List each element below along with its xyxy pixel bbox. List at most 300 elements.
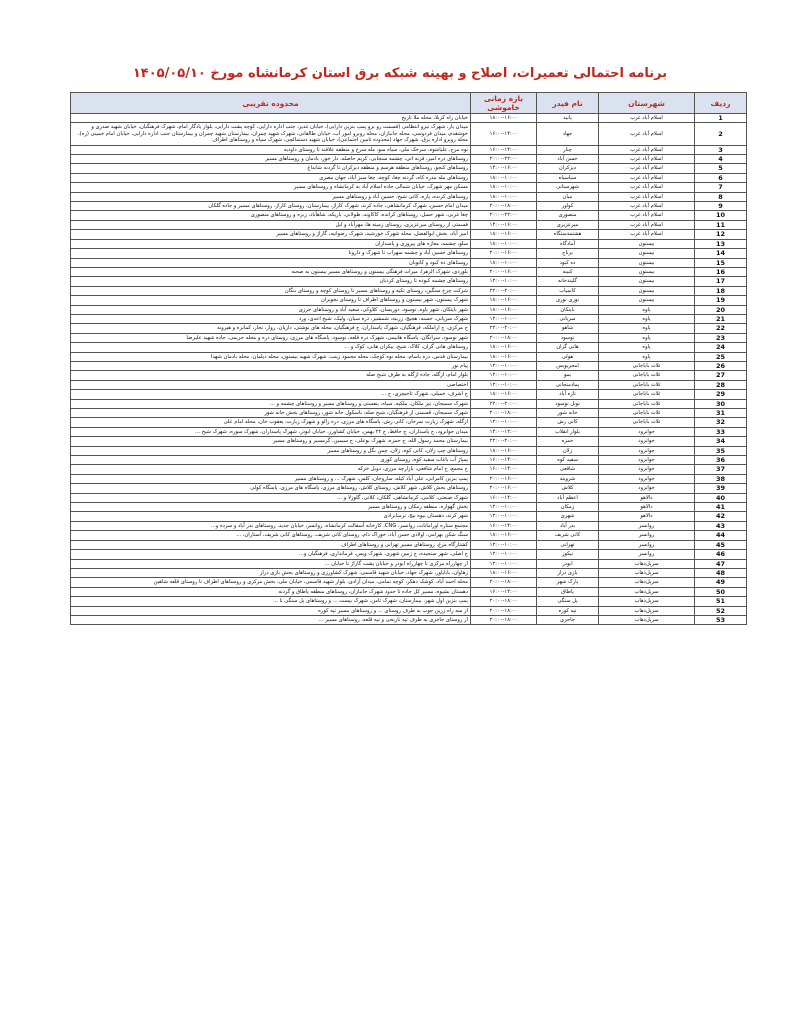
row-number: 33 [695,427,747,436]
city-cell: اسلام آباد غرب [599,123,695,145]
row-number: 31 [695,409,747,418]
outage-time-cell: ۱۲:۰۰-۱۰:۰۰ [471,371,537,380]
outage-time-cell: ۱۶:۰۰-۱۴:۰۰ [471,145,537,154]
city-cell: بیستون [599,267,695,276]
city-cell: اسلام آباد غرب [599,220,695,229]
table-header-row [71,93,747,114]
area-cell: روستاهای کرنده، پاره، کانی شیخ، حسین آباد و روستاهای مسیر [71,192,471,201]
outage-time-cell: ۱۸:۰۰-۱۶:۰۰ [471,390,537,399]
table-row [71,277,747,286]
row-number: 8 [695,192,747,201]
row-number: 21 [695,314,747,323]
area-cell: روستاهای چپ زلان، کانی کوه، زلان، چمن بگل و روستاهای مسیر [71,446,471,455]
city-cell: سرپل‌ذهاب [599,559,695,568]
feeder-cell: چنار [537,145,599,154]
row-number: 38 [695,474,747,483]
city-cell: جوانرود [599,446,695,455]
table-row [71,521,747,530]
row-number: 17 [695,277,747,286]
outage-time-cell: ۲۰:۰۰-۱۶:۰۰ [471,484,537,493]
city-cell: بیستون [599,296,695,305]
table-row [71,484,747,493]
area-cell: کشتارگاه مرغ، روستاهای مسیر تهرانی و روستاهای اطراف [71,540,471,549]
row-number: 7 [695,183,747,192]
outage-time-cell: ۲۰:۰۰-۱۸:۰۰ [471,606,537,615]
outage-time-cell: ۲۰:۰۰-۱۶:۰۰ [471,267,537,276]
city-cell: روانسر [599,521,695,530]
area-cell: روستاهای مله مدره کاه، گردنه چغا، کوچه، چغا سبز آباد، جهان مصری [71,173,471,182]
row-number: 51 [695,597,747,606]
city-cell: اسلام آباد غرب [599,230,695,239]
document-title: برنامه احتمالی تعمیرات، اصلاح و بهینه شبکه برق استان کرمانشاه مورخ ۱۴۰۵/۰۵/۱۰ [132,66,668,81]
outage-time-cell: ۱۸:۰۰-۱۶:۰۰ [471,296,537,305]
outage-time-cell: ۲۲:۰۰-۲۰:۰۰ [471,286,537,295]
feeder-cell: سیاسیاه [537,173,599,182]
outage-time-cell: ۱۴:۰۰-۱۶:۰۰ [471,164,537,173]
outage-time-cell: ۲۲:۰۰-۲۰:۰۰ [471,324,537,333]
feeder-cell: اعظم آباد [537,493,599,502]
table-row [71,123,747,145]
row-number: 6 [695,173,747,182]
outage-time-cell: ۱۸:۰۰-۱۶:۰۰ [471,531,537,540]
area-cell: ج مجمع، ج امام شافعی، بازارچه مرزی، دوبل خرکه [71,465,471,474]
row-number: 27 [695,371,747,380]
city-cell: سرپل‌ذهاب [599,568,695,577]
city-cell: جوانرود [599,474,695,483]
city-cell: بیستون [599,277,695,286]
outage-time-cell: ۲۰:۰۰-۱۶:۰۰ [471,474,537,483]
area-cell: میدان جوانرود، ج پاسداران، ج حافظ، ج ۲۲ بهمن، خیابان کشاورز، خیابان ابوذر، شهرک پاسداران، شهرک سوره، شهرک شیخ ... [71,427,471,436]
row-number: 37 [695,465,747,474]
table-row [71,531,747,540]
city-cell: سرپل‌ذهاب [599,578,695,587]
table-row [71,578,747,587]
header-city: شهرستان [599,93,695,114]
feeder-cell: خانه شور [537,409,599,418]
table-row [71,239,747,248]
area-cell: اختصاصی [71,380,471,389]
row-number: 50 [695,587,747,596]
table-row [71,503,747,512]
table-row [71,305,747,314]
outage-time-cell: ۱۸:۰۰-۱۶:۰۰ [471,114,537,123]
feeder-cell: پارک شهر [537,578,599,587]
table-row [71,258,747,267]
outage-time-cell: ۲۰:۰۰-۱۸:۰۰ [471,597,537,606]
outage-time-cell: ۱۲:۰۰-۱۰:۰۰ [471,277,537,286]
area-cell: ج اصلی، شهر سنجیده، ج زمین شهری، شهرک ویس، فرمانداری، فرهنگیان و... [71,550,471,559]
table-row [71,155,747,164]
feeder-cell: گلیندخانه [537,277,599,286]
outage-time-cell: ۱۸:۰۰-۱۰:۰۰ [471,183,537,192]
row-number: 52 [695,606,747,615]
area-cell: ج اشرف، خمیلی، شهرک تاخیچری، ج ... [71,390,471,399]
area-cell: روستاهای بخش کلاش، شهر کلاش، روستای کلاش، روستاهای مرزی، پاسگاه های مرزی، پاسگاه کولی [71,484,471,493]
table-row [71,371,747,380]
outage-time-cell: ۱۸:۰۰-۱۰:۰۰ [471,239,537,248]
area-cell: شهر بایتکان، شهر پاوه، نوسود، دوریسان، کلاوکی، سعید آباد و روستاهای حرزی [71,305,471,314]
row-number: 18 [695,286,747,295]
row-number: 4 [695,155,747,164]
area-cell: بیمارستان محمد رسول الله، ج حمزه، شهرک بوعلی، ج سیمین، گرمسیر و روستاهای مسیر [71,437,471,446]
city-cell: دالاهو [599,493,695,502]
row-number: 20 [695,305,747,314]
outage-time-cell: ۱۸:۰۰-۱۶:۰۰ [471,446,537,455]
outage-time-cell: ۱۲:۰۰-۱۰:۰۰ [471,503,537,512]
row-number: 53 [695,615,747,624]
header-row-number: ردیف [695,93,747,114]
feeder-cell: کانمیاب [537,286,599,295]
feeder-cell: بدر آباد [537,521,599,530]
area-cell: شهرک سمیجان، قسمتی از فرهنگیان، شیخ صله، باسکول خانه شور، روستاهای بخش خانه شور [71,409,471,418]
outage-time-cell: ۱۸:۰۰-۱۰:۰۰ [471,192,537,201]
outage-time-cell: ۱۶:۰۰-۱۴:۰۰ [471,493,537,502]
city-cell: ثلاث باباجانی [599,418,695,427]
row-number: 39 [695,484,747,493]
feeder-cell: پل سنگی [537,597,599,606]
table-row [71,145,747,154]
outage-time-cell: ۲۰:۰۰-۱۸:۰۰ [471,202,537,211]
feeder-cell: حسن آباد [537,155,599,164]
table-row [71,183,747,192]
row-number: 16 [695,267,747,276]
city-cell: اسلام آباد غرب [599,211,695,220]
table-row [71,352,747,361]
table-row [71,587,747,596]
row-number: 32 [695,418,747,427]
table-row [71,465,747,474]
area-cell: شهرک صنعتی، کلامی، کرمانشاهی، گلکان، کلاتی، گلوزلا و ... [71,493,471,502]
city-cell: ثلاث باباجانی [599,390,695,399]
table-row [71,267,747,276]
row-number: 13 [695,239,747,248]
feeder-cell: هشتمدستگاه [537,230,599,239]
area-cell: روستاهای دره امیر، قرنه اتی، چشمه سنجابی، کریم حاصله، دار خور، بادمان و روستاهای مسیر [71,155,471,164]
row-number: 23 [695,333,747,342]
area-cell: پمپ بنزین اول شهر، بیمارستان، شهرک ثامن، شهرک بیست ... و روستاهای پل سنگی تا ... [71,597,471,606]
feeder-cell: سفید کوه [537,456,599,465]
area-cell: شهرک سمیجان، نیز ملکان، ملکیه، سیاه، بنفستی و روستاهای مسیر و روستاهای چشمه و ... [71,399,471,408]
outage-time-cell: ۱۶:۰۰-۱۴:۰۰ [471,123,537,145]
feeder-cell: امجریویس [537,361,599,370]
row-number: 45 [695,540,747,549]
outage-time-cell: ۱۲:۰۰-۱۰:۰۰ [471,559,537,568]
area-cell: از روستای جاجری به طرف تپه تاریخی و تپه قلعه، روستاهای مسیر ... [71,615,471,624]
row-number: 30 [695,399,747,408]
row-number: 15 [695,258,747,267]
table-body [71,114,747,625]
city-cell: جوانرود [599,465,695,474]
outage-time-cell: ۲۰:۰۰-۲۲:۰۰ [471,155,537,164]
feeder-cell: منصوری [537,211,599,220]
table-row [71,324,747,333]
city-cell: پاوه [599,305,695,314]
area-cell: پیام نور [71,361,471,370]
area-cell: سنگ شکن بهرامی، اولادی حسن آباد، خوراک دام، روستای کانی شریف، روستاهای کانی شریف، آستاران، ... [71,531,471,540]
outage-time-cell: ۱۶:۰۰-۱۴:۰۰ [471,456,537,465]
area-cell: سلو، چشمه، معازه های پیروزی و پاسداران [71,239,471,248]
table-row [71,220,747,229]
area-cell: روستاهای چشمه کبوده تا روستای کردیان [71,277,471,286]
city-cell: دالاهو [599,503,695,512]
table-row [71,230,747,239]
feeder-cell: نوسود [537,333,599,342]
feeder-cell: جهاد [537,123,599,145]
row-number: 5 [695,164,747,173]
outage-table [70,92,747,625]
city-cell: اسلام آباد غرب [599,173,695,182]
city-cell: روانسر [599,550,695,559]
outage-time-cell: ۲۰:۰۰-۲۲:۰۰ [471,211,537,220]
outage-time-cell: ۱۲:۰۰-۱۰:۰۰ [471,418,537,427]
city-cell: ثلاث باباجانی [599,371,695,380]
outage-time-cell: ۱۲:۰۰-۱۰:۰۰ [471,512,537,521]
area-cell: چغا غربی، شهر حسل، روستاهای کرانده، کاکاوند، طولانی، باریکه، شاهآباد، زبزه و روستاهای منصوری [71,211,471,220]
header-feeder: نام فیدر [537,93,599,114]
city-cell: ثلاث باباجانی [599,361,695,370]
feeder-cell: سرپانی [537,314,599,323]
city-cell: دالاهو [599,512,695,521]
row-number: 48 [695,568,747,577]
area-cell: خیابان راه کربلا، محله ملا تاریخ [71,114,471,123]
city-cell: پاوه [599,324,695,333]
city-cell: اسلام آباد غرب [599,114,695,123]
city-cell: اسلام آباد غرب [599,155,695,164]
area-cell: شهر کرند، دهستان بیوه نیج، ترمنابزادی [71,512,471,521]
row-number: 29 [695,390,747,399]
city-cell: پاوه [599,343,695,352]
feeder-cell: جاجری [537,615,599,624]
area-cell: روستاهای ده کبود و کانوبان [71,258,471,267]
row-number: 34 [695,437,747,446]
area-cell: بلوردی، شهرک الزهرا، میراث فرهنگی بیستون و روستاهای مسیر بیستون به صحنه [71,267,471,276]
city-cell: بیستون [599,239,695,248]
area-cell: میدان امام حسین، شهرک کرمانشاهی، جاده کرند، شهرک کاراژ، بیمارستان، روستای کاراژ، روستاهای مسیر و جاده گلکان [71,202,471,211]
area-cell: مسکن مهر شهرک، خیابان شمالی جاده اسلام آباد به کرمانشاه و روستاهای مسیر [71,183,471,192]
city-cell: ثلاث باباجانی [599,399,695,408]
feeder-cell: زمکان [537,503,599,512]
row-number: 11 [695,220,747,229]
city-cell: اسلام آباد غرب [599,192,695,201]
row-number: 2 [695,123,747,145]
outage-time-cell: ۱۸:۰۰-۱۶:۰۰ [471,343,537,352]
city-cell: بیستون [599,258,695,267]
feeder-cell: پانید [537,114,599,123]
feeder-cell: تپه کوره [537,606,599,615]
table-row [71,597,747,606]
outage-time-cell: ۱۴:۰۰-۱۶:۰۰ [471,220,537,229]
table-row [71,296,747,305]
feeder-cell: کانی رش [537,418,599,427]
feeder-cell: کلاش [537,484,599,493]
table-row [71,456,747,465]
area-cell: روستاهای کنجو، روستاهای منطقه هرسم و منطقه دیزکران تا گردنه شابداغ [71,164,471,173]
area-cell: مجتمع ستاره اورامانات، روانسر، CNG، کارخانه آسفالت کرمانشاه، روانسر، خیابان جدید، روستاهای بدر آباد و سرده و... [71,521,471,530]
city-cell: ثلاث باباجانی [599,409,695,418]
table-row [71,559,747,568]
area-cell: بیمارستان قدس، دره باسام، محله نوه کوچک، محله محمود زینب، شهرک شهید بیستون، محله دیلمان، محله بادمان شهدا [71,352,471,361]
feeder-cell: ده کبود [537,258,599,267]
row-number: 36 [695,456,747,465]
outage-time-cell: ۱۸:۰۰-۱۶:۰۰ [471,305,537,314]
header-area: محدوده تقریبی [71,93,471,114]
row-number: 25 [695,352,747,361]
row-number: 10 [695,211,747,220]
outage-time-cell: ۱۶:۰۰-۱۴:۰۰ [471,521,537,530]
outage-time-cell: ۱۲:۰۰-۱۰:۰۰ [471,380,537,389]
area-cell: ج مرکزی، ج اراملکه، فرهنگیان، شهرک پاسداران، ج فرهنگیان، محله های نوشتی، داریان، روار، نجار، کمانره و هیرونه [71,324,471,333]
table-row [71,343,747,352]
outage-table-wrapper [70,92,746,625]
table-row [71,493,747,502]
row-number: 44 [695,531,747,540]
city-cell: روانسر [599,531,695,540]
outage-time-cell: ۲۰:۰۰-۱۶:۰۰ [471,249,537,258]
row-number: 49 [695,578,747,587]
city-cell: اسلام آباد غرب [599,183,695,192]
city-cell: جوانرود [599,456,695,465]
row-number: 40 [695,493,747,502]
table-row [71,512,747,521]
row-number: 41 [695,503,747,512]
table-row [71,286,747,295]
table-row [71,164,747,173]
table-row [71,333,747,342]
feeder-cell: بلوار انقلاب [537,427,599,436]
feeder-cell: زلان [537,446,599,455]
row-number: 24 [695,343,747,352]
feeder-cell: کواور [537,202,599,211]
feeder-cell: بمو [537,371,599,380]
feeder-cell: تونل نوسود [537,399,599,408]
area-cell: از سه راه زرین جوب به طرف روستای ... و روستاهای مسیر تپه کوره [71,606,471,615]
feeder-cell: ابوذر [537,559,599,568]
row-number: 3 [695,145,747,154]
city-cell: اسلام آباد غرب [599,164,695,173]
city-cell: اسلام آباد غرب [599,202,695,211]
table-row [71,550,747,559]
row-number: 43 [695,521,747,530]
feeder-cell: پمادمنجانی [537,380,599,389]
city-cell: پاوه [599,314,695,323]
row-number: 1 [695,114,747,123]
row-number: 26 [695,361,747,370]
table-row [71,314,747,323]
outage-time-cell: ۲۲:۰۰-۲۰:۰۰ [471,437,537,446]
city-cell: سرپل‌ذهاب [599,587,695,596]
area-cell: بخش گهواره، منطقه زمکان و روستاهای مسیر [71,503,471,512]
area-cell: بلوار امام، ازگله، جاده ازگله به طرف شیخ صله [71,371,471,380]
area-cell: شهرک سرپانی، حسنه، هجیج، زرینه، شمشیر، دره سیان، ولیک، شیخ اعدی، ورد [71,314,471,323]
feeder-cell: پاطاق [537,587,599,596]
table-row [71,568,747,577]
city-cell: اسلام آباد غرب [599,145,695,154]
table-row [71,409,747,418]
outage-time-cell: ۱۴:۰۰-۱۲:۰۰ [471,427,537,436]
header-outage-time: بازه زمانی خاموشی [471,93,537,114]
table-row [71,540,747,549]
table-row [71,380,747,389]
area-cell: نوه مرج، علیاشوه، سرخک ملی، سیاه سو، مله سرخ و منطقه علاقند تا روستای داودیه [71,145,471,154]
area-cell: زهاوان، بابایاور، شهرک جهاد، خیابان شهید قاسمی، شهرک کشاورزی و روستاهای بخش بازی دراز [71,568,471,577]
city-cell: جوانرود [599,437,695,446]
area-cell: شهرک بیستون، شهر بیستون و روستاهای اطراف تا روستای نجوبران [71,296,471,305]
outage-time-cell: ۱۸:۰۰-۱۶:۰۰ [471,568,537,577]
table-row [71,249,747,258]
table-row [71,446,747,455]
outage-time-cell: ۱۲:۰۰-۱۰:۰۰ [471,550,537,559]
table-row [71,202,747,211]
outage-time-cell: ۱۸:۰۰-۱۶:۰۰ [471,352,537,361]
table-row [71,474,747,483]
row-number: 42 [695,512,747,521]
city-cell: بیستون [599,286,695,295]
city-cell: سرپل‌ذهاب [599,615,695,624]
feeder-cell: شافعی [537,465,599,474]
outage-time-cell: ۲۰:۰۰-۱۸:۰۰ [471,578,537,587]
row-number: 9 [695,202,747,211]
outage-time-cell: ۲۰:۰۰-۱۸:۰۰ [471,409,537,418]
feeder-cell: کنینه [537,267,599,276]
row-number: 12 [695,230,747,239]
city-cell: سرپل‌ذهاب [599,597,695,606]
outage-time-cell: ۲۲:۰۰-۲۰:۰۰ [471,399,537,408]
feeder-cell: تهرانی [537,540,599,549]
outage-time-cell: ۱۲:۰۰-۱۰:۰۰ [471,314,537,323]
feeder-cell: برناج [537,249,599,258]
row-number: 47 [695,559,747,568]
row-number: 28 [695,380,747,389]
feeder-cell: شاهو [537,324,599,333]
city-cell: جوانرود [599,427,695,436]
row-number: 19 [695,296,747,305]
feeder-cell: هولی [537,352,599,361]
table-row [71,427,747,436]
area-cell: قسمتی از روستای میرعزیزی، روستای زمینه ها، مهرآباد و ایل [71,220,471,229]
area-cell: روستاهای حسین آباد و چشمه سهراب تا شهرک و دارونا [71,249,471,258]
feeder-cell: تازه آباد [537,390,599,399]
feeder-cell: میرعزیزی [537,220,599,229]
feeder-cell: بایتکان [537,305,599,314]
feeder-cell: نبیان [537,192,599,201]
outage-time-cell: ۱۸:۰۰-۱۶:۰۰ [471,230,537,239]
table-row [71,418,747,427]
area-cell: پمپاژ آب باغات سفید کوه، روستای کوری [71,456,471,465]
feeder-cell: نوری نوری [537,296,599,305]
city-cell: پاوه [599,333,695,342]
outage-time-cell: ۱۲:۰۰-۱۰:۰۰ [471,361,537,370]
feeder-cell: کانی شریف [537,531,599,540]
area-cell: محله احمد آباد، کوشک دهکر، کوچه تمامی، میدان آزادی، بلوار شهید قاسمی، خیابان ملی، بخش مرکزی و روستاهای اطراف تا روستای قلعه شاهین [71,578,471,587]
outage-time-cell: ۱۸:۰۰-۱۰:۰۰ [471,173,537,182]
feeder-cell: دیزکران [537,164,599,173]
table-row [71,390,747,399]
city-cell: پاوه [599,352,695,361]
area-cell: ازگله، شهرک زیارت نمرخان، کانی رش، پاسگاه های مرزی، دره زالو و شهرک زیارت، یعقوب خان، محله امام علی [71,418,471,427]
table-row [71,173,747,182]
feeder-cell: بازی دراز [537,568,599,577]
feeder-cell: حمزه [537,437,599,446]
city-cell: جوانرود [599,484,695,493]
area-cell: میدان یار، شهرک نیرو انتظامی (قسمت رو برو پمپ بنزین دارایی)، خیابان غدیر، جنب اداره دارایی، کوچه پشت دارایی، بلوار یادگار امام، شهرک فرهنگیان، خیابان شهید صدری و خوشقدم، میدان فردوسی، محله جانبازان، محله روبرو امور آب، خیابان طالقانی، شهرک شهید چمران، بیمارستان شهید چمران و بیمارستان جنب اداره دارایی، خیابان امام خمینی (ره)، محله روبرو اداره برق، شهرک جهاد (محدوده تامین اجتماعی)، خیابان شهید دستمالچی، شهرک سپاه و روستاهای اطراف [71,123,471,145]
feeder-cell: شروینه [537,474,599,483]
area-cell: از چهارراه مرکزی تا چهارراه ابوذر و خیابان پشت گاراژ تا خیابان ... [71,559,471,568]
row-number: 14 [695,249,747,258]
outage-time-cell: ۱۸:۰۰-۱۰:۰۰ [471,258,537,267]
feeder-cell: شهرستانی [537,183,599,192]
table-row [71,114,747,123]
table-row [71,606,747,615]
